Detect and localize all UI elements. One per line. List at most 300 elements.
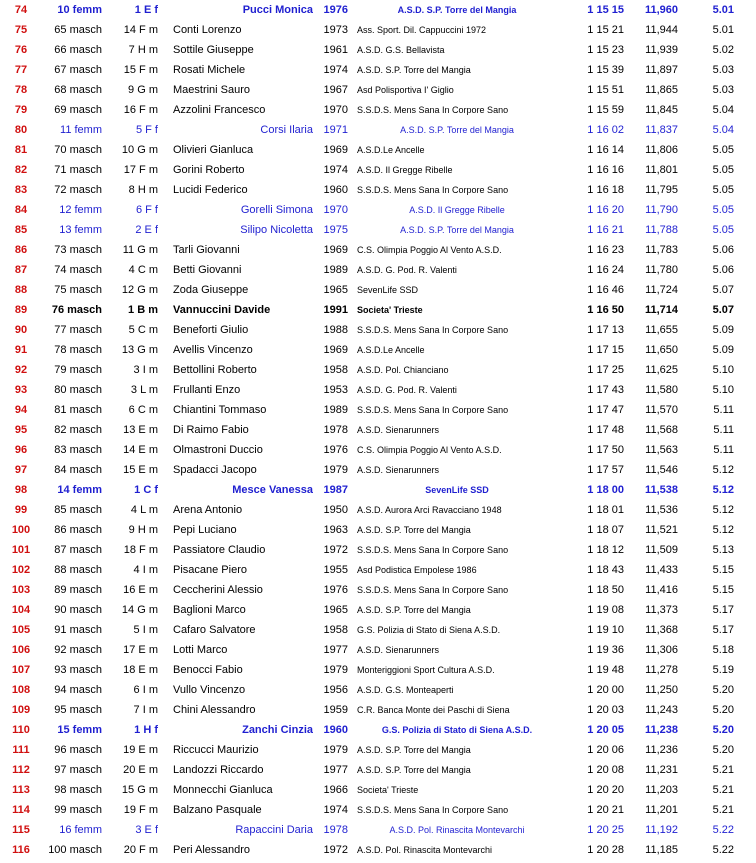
pace-cell: 5.12 [712, 484, 734, 496]
speed-cell: 11,203 [645, 784, 678, 796]
category-rank-cell: 14 femm [57, 484, 102, 496]
club-cell: G.S. Polizia di Stato di Siena A.S.D. [381, 725, 533, 735]
class-rank-cell: 17 F m [123, 164, 158, 176]
birth-year-cell: 1972 [323, 544, 348, 556]
table-row [0, 480, 756, 500]
club-cell: A.S.D. G.S. Bellavista [357, 45, 445, 55]
table-row [0, 420, 756, 440]
position-cell: 104 [11, 604, 31, 616]
athlete-name-cell: Lotti Marco [173, 644, 228, 656]
speed-cell: 11,278 [645, 664, 678, 676]
class-rank-cell: 13 G m [121, 344, 158, 356]
speed-cell: 11,192 [645, 824, 678, 836]
position-cell: 77 [14, 64, 28, 76]
pace-cell: 5.05 [712, 164, 734, 176]
club-cell: C.R. Banca Monte dei Paschi di Siena [357, 705, 510, 715]
speed-cell: 11,243 [645, 704, 678, 716]
pace-cell: 5.01 [712, 24, 734, 36]
athlete-name-cell: Chiantini Tommaso [173, 404, 267, 416]
class-rank-cell: 10 G m [121, 144, 158, 156]
athlete-name-cell: Betti Giovanni [173, 264, 242, 276]
birth-year-cell: 1958 [323, 624, 348, 636]
speed-cell: 11,433 [645, 564, 678, 576]
position-cell: 113 [12, 784, 30, 796]
speed-cell: 11,238 [644, 724, 678, 736]
category-rank-cell: 71 masch [54, 164, 102, 176]
athlete-name-cell: Rosati Michele [173, 64, 246, 76]
athlete-name-cell: Lucidi Federico [173, 184, 248, 196]
speed-cell: 11,373 [645, 604, 678, 616]
category-rank-cell: 79 masch [54, 364, 102, 376]
athlete-name-cell: Riccucci Maurizio [173, 744, 259, 756]
category-rank-cell: 76 masch [51, 304, 102, 316]
position-cell: 88 [14, 284, 28, 296]
birth-year-cell: 1978 [323, 824, 348, 836]
athlete-name-cell: Frullanti Enzo [173, 384, 241, 396]
birth-year-cell: 1970 [323, 204, 348, 216]
birth-year-cell: 1976 [323, 584, 348, 596]
class-rank-cell: 3 I m [133, 364, 158, 376]
speed-cell: 11,546 [645, 464, 678, 476]
position-cell: 109 [11, 704, 31, 716]
birth-year-cell: 1966 [323, 784, 348, 796]
athlete-name-cell: Pucci Monica [242, 4, 313, 16]
pace-cell: 5.07 [712, 304, 734, 316]
club-cell: Societa' Trieste [357, 305, 423, 315]
table-row [0, 80, 756, 100]
birth-year-cell: 1974 [323, 64, 348, 76]
class-rank-cell: 14 F m [123, 24, 158, 36]
speed-cell: 11,714 [644, 304, 678, 316]
position-cell: 81 [14, 144, 28, 156]
position-cell: 79 [14, 104, 28, 116]
category-rank-cell: 95 masch [54, 704, 102, 716]
position-cell: 116 [12, 844, 30, 856]
class-rank-cell: 3 L m [130, 384, 158, 396]
speed-cell: 11,801 [645, 164, 678, 176]
birth-year-cell: 1979 [323, 744, 348, 756]
class-rank-cell: 4 L m [130, 504, 158, 516]
club-cell: A.S.D. Pol. Rinascita Montevarchi [357, 845, 493, 855]
position-cell: 85 [14, 224, 28, 236]
athlete-name-cell: Landozzi Riccardo [173, 764, 264, 776]
finish-time-cell: 1 15 21 [587, 24, 624, 36]
finish-time-cell: 1 20 05 [587, 724, 624, 736]
position-cell: 94 [14, 404, 28, 416]
class-rank-cell: 6 I m [133, 684, 158, 696]
finish-time-cell: 1 16 02 [587, 124, 624, 136]
table-row [0, 100, 756, 120]
club-cell: G.S. Polizia di Stato di Siena A.S.D. [357, 625, 501, 635]
finish-time-cell: 1 17 57 [587, 464, 624, 476]
class-rank-cell: 15 F m [123, 64, 158, 76]
club-cell: Monteriggioni Sport Cultura A.S.D. [357, 665, 495, 675]
position-cell: 95 [14, 424, 28, 436]
club-cell: A.S.D. S.P. Torre del Mangia [357, 65, 471, 75]
birth-year-cell: 1971 [323, 124, 348, 136]
position-cell: 74 [14, 4, 28, 16]
birth-year-cell: 1974 [323, 804, 348, 816]
athlete-name-cell: Olivieri Gianluca [173, 144, 254, 156]
finish-time-cell: 1 17 13 [587, 324, 624, 336]
position-cell: 80 [14, 124, 28, 136]
table-row [0, 840, 756, 860]
position-cell: 114 [12, 804, 30, 816]
finish-time-cell: 1 17 47 [587, 404, 624, 416]
speed-cell: 11,368 [645, 624, 678, 636]
speed-cell: 11,231 [645, 764, 678, 776]
table-row [0, 20, 756, 40]
birth-year-cell: 1974 [323, 164, 348, 176]
birth-year-cell: 1958 [323, 364, 348, 376]
athlete-name-cell: Vannuccini Davide [173, 304, 271, 316]
speed-cell: 11,625 [645, 364, 678, 376]
finish-time-cell: 1 19 10 [587, 624, 624, 636]
athlete-name-cell: Chini Alessandro [173, 704, 256, 716]
table-row [0, 740, 756, 760]
class-rank-cell: 3 E f [135, 824, 158, 836]
athlete-name-cell: Zanchi Cinzia [242, 724, 313, 736]
athlete-name-cell: Arena Antonio [173, 504, 243, 516]
table-row [0, 780, 756, 800]
finish-time-cell: 1 20 06 [587, 744, 624, 756]
position-cell: 78 [14, 84, 28, 96]
pace-cell: 5.09 [712, 324, 734, 336]
birth-year-cell: 1950 [323, 504, 348, 516]
athlete-name-cell: Bettollini Roberto [173, 364, 257, 376]
finish-time-cell: 1 18 12 [587, 544, 624, 556]
position-cell: 92 [14, 364, 28, 376]
birth-year-cell: 1953 [323, 384, 348, 396]
category-rank-cell: 87 masch [54, 544, 102, 556]
position-cell: 108 [11, 684, 31, 696]
athlete-name-cell: Rapaccini Daria [235, 824, 313, 836]
pace-cell: 5.21 [712, 764, 734, 776]
speed-cell: 11,837 [645, 124, 678, 136]
class-rank-cell: 14 E m [123, 444, 158, 456]
finish-time-cell: 1 15 15 [587, 4, 624, 16]
position-cell: 90 [14, 324, 28, 336]
category-rank-cell: 100 masch [48, 844, 102, 856]
club-cell: A.S.D. Sienarunners [357, 425, 440, 435]
category-rank-cell: 91 masch [54, 624, 102, 636]
club-cell: A.S.D. S.P. Torre del Mangia [357, 745, 471, 755]
athlete-name-cell: Spadacci Jacopo [173, 464, 257, 476]
pace-cell: 5.18 [712, 644, 734, 656]
finish-time-cell: 1 18 00 [587, 484, 624, 496]
table-row [0, 0, 756, 20]
athlete-name-cell: Cafaro Salvatore [173, 624, 256, 636]
pace-cell: 5.03 [712, 84, 734, 96]
finish-time-cell: 1 20 03 [587, 704, 624, 716]
club-cell: SevenLife SSD [357, 285, 419, 295]
speed-cell: 11,939 [645, 44, 678, 56]
speed-cell: 11,897 [645, 64, 678, 76]
table-row [0, 720, 756, 740]
athlete-name-cell: Vullo Vincenzo [173, 684, 246, 696]
category-rank-cell: 84 masch [54, 464, 102, 476]
category-rank-cell: 65 masch [54, 24, 102, 36]
speed-cell: 11,538 [644, 484, 678, 496]
birth-year-cell: 1969 [323, 244, 348, 256]
athlete-name-cell: Gorini Roberto [173, 164, 245, 176]
category-rank-cell: 85 masch [54, 504, 102, 516]
speed-cell: 11,201 [645, 804, 678, 816]
pace-cell: 5.20 [712, 684, 734, 696]
finish-time-cell: 1 17 50 [587, 444, 624, 456]
class-rank-cell: 1 E f [134, 4, 158, 16]
pace-cell: 5.05 [712, 204, 734, 216]
table-row [0, 440, 756, 460]
speed-cell: 11,944 [645, 24, 678, 36]
finish-time-cell: 1 16 20 [587, 204, 624, 216]
pace-cell: 5.07 [712, 284, 734, 296]
category-rank-cell: 74 masch [54, 264, 102, 276]
speed-cell: 11,788 [645, 224, 678, 236]
position-cell: 101 [11, 544, 31, 556]
table-row [0, 580, 756, 600]
category-rank-cell: 97 masch [54, 764, 102, 776]
position-cell: 87 [14, 264, 28, 276]
birth-year-cell: 1955 [323, 564, 348, 576]
category-rank-cell: 12 femm [59, 204, 102, 216]
athlete-name-cell: Conti Lorenzo [173, 24, 242, 36]
table-row [0, 520, 756, 540]
club-cell: C.S. Olimpia Poggio Al Vento A.S.D. [357, 445, 502, 455]
category-rank-cell: 82 masch [54, 424, 102, 436]
position-cell: 102 [11, 564, 31, 576]
birth-year-cell: 1969 [323, 344, 348, 356]
category-rank-cell: 88 masch [54, 564, 102, 576]
club-cell: Asd Podistica Empolese 1986 [357, 565, 477, 575]
birth-year-cell: 1976 [323, 4, 348, 16]
speed-cell: 11,655 [645, 324, 678, 336]
club-cell: A.S.D.Le Ancelle [357, 145, 425, 155]
table-row [0, 540, 756, 560]
class-rank-cell: 15 E m [123, 464, 158, 476]
finish-time-cell: 1 20 00 [587, 684, 624, 696]
club-cell: A.S.D.Le Ancelle [357, 345, 425, 355]
finish-time-cell: 1 18 50 [587, 584, 624, 596]
athlete-name-cell: Ceccherini Alessio [173, 584, 263, 596]
category-rank-cell: 80 masch [54, 384, 102, 396]
athlete-name-cell: Tarli Giovanni [173, 244, 240, 256]
athlete-name-cell: Pepi Luciano [173, 524, 237, 536]
athlete-name-cell: Maestrini Sauro [173, 84, 251, 96]
position-cell: 107 [11, 664, 31, 676]
athlete-name-cell: Mesce Vanessa [232, 484, 313, 496]
category-rank-cell: 78 masch [54, 344, 102, 356]
class-rank-cell: 17 E m [123, 644, 158, 656]
club-cell: Societa' Trieste [357, 785, 419, 795]
class-rank-cell: 16 E m [123, 584, 158, 596]
position-cell: 97 [14, 464, 28, 476]
position-cell: 84 [14, 204, 28, 216]
class-rank-cell: 8 H m [128, 184, 158, 196]
club-cell: A.S.D. S.P. Torre del Mangia [400, 225, 514, 235]
table-row [0, 120, 756, 140]
pace-cell: 5.12 [712, 524, 734, 536]
table-row [0, 620, 756, 640]
club-cell: S.S.D.S. Mens Sana In Corpore Sano [357, 185, 509, 195]
position-cell: 83 [14, 184, 28, 196]
class-rank-cell: 15 G m [121, 784, 158, 796]
category-rank-cell: 99 masch [54, 804, 102, 816]
category-rank-cell: 89 masch [54, 584, 102, 596]
birth-year-cell: 1989 [323, 404, 348, 416]
table-row [0, 240, 756, 260]
speed-cell: 11,521 [645, 524, 678, 536]
club-cell: S.S.D.S. Mens Sana In Corpore Sano [357, 585, 509, 595]
birth-year-cell: 1973 [323, 24, 348, 36]
club-cell: A.S.D. S.P. Torre del Mangia [400, 125, 514, 135]
speed-cell: 11,536 [645, 504, 678, 516]
table-row [0, 760, 756, 780]
pace-cell: 5.15 [712, 584, 734, 596]
class-rank-cell: 13 E m [123, 424, 158, 436]
finish-time-cell: 1 17 43 [587, 384, 624, 396]
position-cell: 98 [14, 484, 28, 496]
speed-cell: 11,783 [645, 244, 678, 256]
finish-time-cell: 1 16 24 [587, 264, 624, 276]
club-cell: A.S.D. G. Pod. R. Valenti [357, 265, 457, 275]
finish-time-cell: 1 17 25 [587, 364, 624, 376]
finish-time-cell: 1 15 23 [587, 44, 624, 56]
club-cell: A.S.D. Il Gregge Ribelle [409, 205, 505, 215]
pace-cell: 5.12 [712, 504, 734, 516]
speed-cell: 11,236 [645, 744, 678, 756]
birth-year-cell: 1965 [323, 604, 348, 616]
class-rank-cell: 5 C m [128, 324, 158, 336]
birth-year-cell: 1979 [323, 664, 348, 676]
pace-cell: 5.22 [712, 824, 734, 836]
club-cell: A.S.D. S.P. Torre del Mangia [357, 525, 471, 535]
position-cell: 111 [12, 744, 30, 756]
birth-year-cell: 1969 [323, 144, 348, 156]
speed-cell: 11,724 [645, 284, 678, 296]
position-cell: 115 [12, 824, 30, 836]
table-row [0, 640, 756, 660]
athlete-name-cell: Baglioni Marco [173, 604, 246, 616]
finish-time-cell: 1 16 18 [587, 184, 624, 196]
birth-year-cell: 1978 [323, 424, 348, 436]
category-rank-cell: 93 masch [54, 664, 102, 676]
class-rank-cell: 1 B m [128, 304, 158, 316]
club-cell: S.S.D.S. Mens Sana In Corpore Sano [357, 105, 509, 115]
pace-cell: 5.17 [712, 604, 734, 616]
position-cell: 99 [14, 504, 28, 516]
pace-cell: 5.12 [712, 464, 734, 476]
table-row [0, 500, 756, 520]
speed-cell: 11,790 [645, 204, 678, 216]
position-cell: 89 [14, 304, 28, 316]
category-rank-cell: 83 masch [54, 444, 102, 456]
position-cell: 91 [14, 344, 28, 356]
class-rank-cell: 20 F m [123, 844, 158, 856]
position-cell: 93 [14, 384, 28, 396]
position-cell: 75 [14, 24, 28, 36]
table-row [0, 600, 756, 620]
class-rank-cell: 1 C f [134, 484, 158, 496]
category-rank-cell: 13 femm [59, 224, 102, 236]
birth-year-cell: 1972 [323, 844, 348, 856]
position-cell: 112 [12, 764, 30, 776]
pace-cell: 5.19 [712, 664, 734, 676]
position-cell: 103 [11, 584, 31, 596]
athlete-name-cell: Pisacane Piero [173, 564, 247, 576]
speed-cell: 11,795 [645, 184, 678, 196]
position-cell: 105 [11, 624, 31, 636]
athlete-name-cell: Passiatore Claudio [173, 544, 266, 556]
athlete-name-cell: Olmastroni Duccio [173, 444, 263, 456]
pace-cell: 5.11 [713, 404, 734, 416]
club-cell: A.S.D. G. Pod. R. Valenti [357, 385, 457, 395]
birth-year-cell: 1963 [323, 524, 348, 536]
table-row [0, 660, 756, 680]
finish-time-cell: 1 20 21 [587, 804, 624, 816]
category-rank-cell: 86 masch [54, 524, 102, 536]
pace-cell: 5.09 [712, 344, 734, 356]
athlete-name-cell: Peri Alessandro [173, 844, 251, 856]
speed-cell: 11,806 [645, 144, 678, 156]
athlete-name-cell: Silipo Nicoletta [240, 224, 313, 236]
club-cell: A.S.D. S.P. Torre del Mangia [357, 605, 471, 615]
class-rank-cell: 4 I m [133, 564, 158, 576]
class-rank-cell: 14 G m [121, 604, 158, 616]
club-cell: A.S.D. S.P. Torre del Mangia [357, 765, 471, 775]
pace-cell: 5.11 [713, 444, 734, 456]
position-cell: 76 [14, 44, 28, 56]
birth-year-cell: 1956 [323, 684, 348, 696]
class-rank-cell: 7 I m [133, 704, 158, 716]
table-row [0, 340, 756, 360]
finish-time-cell: 1 18 07 [587, 524, 624, 536]
table-row [0, 40, 756, 60]
finish-time-cell: 1 16 50 [587, 304, 624, 316]
position-cell: 106 [11, 644, 31, 656]
athlete-name-cell: Benocci Fabio [173, 664, 243, 676]
athlete-name-cell: Monnecchi Gianluca [173, 784, 273, 796]
finish-time-cell: 1 16 23 [587, 244, 624, 256]
category-rank-cell: 75 masch [54, 284, 102, 296]
birth-year-cell: 1991 [323, 304, 348, 316]
class-rank-cell: 5 F f [135, 124, 158, 136]
speed-cell: 11,570 [645, 404, 678, 416]
pace-cell: 5.15 [712, 564, 734, 576]
pace-cell: 5.10 [712, 364, 734, 376]
class-rank-cell: 2 E f [135, 224, 158, 236]
finish-time-cell: 1 19 48 [587, 664, 624, 676]
pace-cell: 5.21 [712, 784, 734, 796]
pace-cell: 5.06 [712, 264, 734, 276]
birth-year-cell: 1960 [323, 724, 348, 736]
position-cell: 86 [14, 244, 28, 256]
category-rank-cell: 73 masch [54, 244, 102, 256]
club-cell: A.S.D. Pol. Chianciano [357, 365, 449, 375]
pace-cell: 5.03 [712, 64, 734, 76]
speed-cell: 11,780 [645, 264, 678, 276]
pace-cell: 5.10 [712, 384, 734, 396]
finish-time-cell: 1 16 16 [587, 164, 624, 176]
table-row [0, 60, 756, 80]
pace-cell: 5.17 [712, 624, 734, 636]
pace-cell: 5.06 [712, 244, 734, 256]
category-rank-cell: 10 femm [57, 4, 102, 16]
speed-cell: 11,845 [645, 104, 678, 116]
table-row [0, 320, 756, 340]
birth-year-cell: 1976 [323, 444, 348, 456]
category-rank-cell: 70 masch [54, 144, 102, 156]
